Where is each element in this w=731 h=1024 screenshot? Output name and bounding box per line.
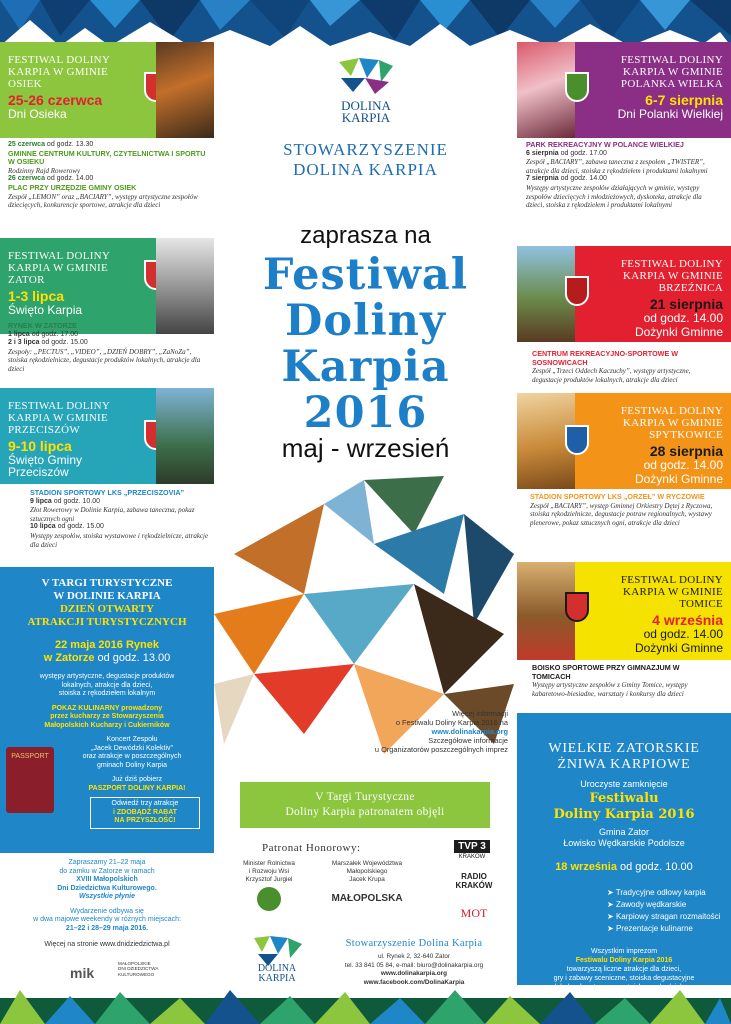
targi-block: V TARGI TURYSTYCZNE W DOLINIE KARPIA DZIEŃ OTWARTY ATRAKCJI TURYSTYCZNYCH 22 maja 2016 Rynek w Zatorze od godz. 13.00 występy artystyczne, degustacje produktów lokalnych, atrakcje dla dzieci, stoiska z rękodziełem lokalnym POKAZ KULINARNY prowadzony przez kucharzy ze Stowarzyszenia Małopolskich Kucharzy i Cukierników Koncert Zespołu „Jacek Dewódzki Kolektiv” oraz atrakcje w poszczególnych gminach Doliny Karpia Już dziś pobierz PASZPORT DOLINY KARPIA! Odwiedź trzy atrakcje i ZDOBĄDŹ RABAT NA PRZYSZŁOŚĆ! PASSPORT Zapraszamy 21–22 maja do zamku w Zatorze w ramach XVIII Małopolskich Dni Dziedzictwa Kulturowego. Wszystkie płynie Wydarzenie odbywa się w dwa majowe weekendy w różnych miejscach: 21–22 i 28–29 maja 2016. Więcej na stronie www.dnidziedzictwa.pl mik MAŁOPOLSKIE DNI DZIEDZICTWA KULTUROWEGO bbox=[0, 567, 214, 985]
footer-organizer: DOLINA KARPIA Stowarzyszenie Dolina Karpia ul. Rynek 2, 32-640 Zator tel. 33 841 05 84, e-mail: biuro@dolinakarpia.org www.dolinakarpia.org www.facebook.com/DolinaKarpia bbox=[214, 934, 517, 1004]
list-item: ➤ Tradycyjne odłowy karpia bbox=[607, 888, 706, 897]
festival-box-spytkowice bbox=[517, 393, 731, 489]
info-polanka: PARK REKREACYJNY W POLANCE WIELKIEJ 6 sierpnia od godz. 17.00 Zespół „BACIARY”, zabawa taneczna z zespołem „TWISTER”, atrakcje dla dzieci, stoiska z rękodziełem i produktami lokalnymi 7 sierpnia od godz. 14.00 Występy artystyczne zespołów działających w gminie, występy zespołów dziecięcych i młodzieżowych, dyskoteka, atrakcje dla dzieci, stoiska z rękodziełem i produktami lokalnymi bbox=[526, 140, 708, 210]
brzeznica-crest-icon bbox=[565, 276, 589, 306]
festival-date: 4 września bbox=[652, 612, 723, 628]
info-brzeznica: CENTRUM REKREACYJNO-SPORTOWE W SOSNOWICACH Zespół „Trzeci Oddech Kaczuchy”, występy artystyczne, degustacje produktów lokalnych, atrakcje dla dzieci bbox=[532, 349, 691, 384]
festival-box-zator bbox=[0, 238, 214, 334]
festival-date: 25-26 czerwca bbox=[8, 92, 103, 108]
festival-box-tomice bbox=[517, 562, 731, 660]
festival-region: FESTIWAL DOLINY KARPIA W GMINIE POLANKA WIELKA bbox=[620, 54, 723, 90]
fish-icon: ➤ bbox=[607, 900, 616, 909]
radio-krakow-logo: RADIO KRAKÓW bbox=[455, 872, 493, 890]
passport-image: PASSPORT bbox=[6, 747, 54, 813]
patronat-banner: V Targi Turystyczne Doliny Karpia patronatem objęli bbox=[240, 782, 490, 828]
festival-region: FESTIWAL DOLINY KARPIA W GMINIE BRZEŹNICA bbox=[620, 258, 723, 294]
patron-minister: Minister Rolnictwa i Rozwoju Wsi Krzysztof Jurgiel bbox=[234, 860, 304, 911]
osiek-photo bbox=[156, 42, 214, 138]
festival-region: FESTIWAL DOLINY KARPIA W GMINIE PRZECISZÓW bbox=[8, 400, 110, 436]
festival-region: FESTIWAL DOLINY KARPIA W GMINIE TOMICE bbox=[620, 574, 723, 610]
organizer-name: STOWARZYSZENIE DOLINA KARPIA bbox=[283, 140, 448, 179]
zator-photo bbox=[156, 238, 214, 334]
festival-date: 9-10 lipca bbox=[8, 438, 72, 454]
zniwa-block: WIELKIE ZATORSKIE ŻNIWA KARPIOWE Uroczyste zamknięcie Festiwalu Doliny Karpia 2016 Gmina Zator Łowisko Wędkarskie Podolsze 18 września od godz. 10.00 ➤ Tradycyjne odłowy karpia ➤ Zawody wędkarskie ➤ Karpiowy stragan rozmaitości ➤ Prezentacje kulinarne Wszystkim imprezom Festiwalu Doliny Karpia 2016 towarzyszą liczne atrakcje dla dzieci, gry i zabawy sceniczne, stoiska degustacyjne lokalnych potraw oraz stoiska z rękodziełem. bbox=[517, 713, 731, 985]
zniwa-list bbox=[607, 887, 731, 935]
list-item: ➤ Karpiowy stragan rozmaitości bbox=[607, 912, 721, 921]
tvp3-logo: TVP 3 KRAKÓW bbox=[452, 836, 492, 860]
festival-time: od godz. 14.00 bbox=[643, 311, 723, 325]
festival-date: 28 sierpnia bbox=[649, 443, 723, 459]
fish-icon: ➤ bbox=[607, 888, 616, 897]
festival-box-polanka bbox=[517, 42, 731, 138]
list-item: ➤ Zawody wędkarskie bbox=[607, 900, 687, 909]
fish-icon: ➤ bbox=[607, 924, 616, 933]
festival-time: od godz. 14.00 bbox=[643, 458, 723, 472]
months: maj - wrzesień bbox=[281, 433, 450, 463]
info-spytkowice: STADION SPORTOWY LKS „ORZEŁ” W RYCZOWIE Zespół „BACIARY”, występ Gminnej Orkiestry Dętej z Ryczowa, stoiska rękodzielnicze, degustacje potraw regionalnych, wystawy plenerowe, pokaz sztucznych ogni, atrakcje dla dzieci bbox=[530, 492, 713, 527]
footer-website-link[interactable]: www.dolinakarpia.org bbox=[380, 970, 448, 977]
mik-logo: mik bbox=[70, 965, 95, 981]
logo-text-2: KARPIA bbox=[341, 110, 391, 125]
festival-region: FESTIWAL DOLINY KARPIA W GMINIE OSIEK bbox=[8, 54, 110, 90]
festival-date: 6-7 sierpnia bbox=[645, 92, 723, 108]
festival-name: Dożynki Gminne bbox=[634, 325, 723, 339]
footer-facebook-link[interactable]: www.facebook.com/DolinaKarpia bbox=[363, 978, 465, 986]
festival-name: Dni Osieka bbox=[8, 107, 67, 121]
invite-text: zaprasza na bbox=[300, 222, 431, 249]
tomice-crest-icon bbox=[565, 592, 589, 622]
festival-name: Dni Polanki Wielkiej bbox=[617, 107, 723, 121]
ministry-emblem-icon bbox=[257, 887, 281, 911]
top-mosaic-border bbox=[0, 0, 731, 46]
malopolska-logo: MAŁOPOLSKA bbox=[331, 893, 403, 905]
info-osiek: 25 czerwca od godz. 13.30 GMINNE CENTRUM KULTURY, CZYTELNICTWA I SPORTU W OSIEKU Rodzinny Rajd Rowerowy 26 czerwca od godz. 14.00 PLAC PRZY URZĘDZIE GMINY OSIEK Zespół „LEMON” oraz „BACIARY”, występy artystyczne zespołów dziecięcych, konkurencje sportowe, atrakcje dla dzieci bbox=[8, 141, 206, 210]
honor-label: Patronat Honorowy: bbox=[262, 842, 361, 854]
festival-date: 1-3 lipca bbox=[8, 288, 65, 304]
info-zator: RYNEK W ZATORZE 1 lipca od godz. 17.00 2 i 3 lipca od godz. 15.00 Zespoły: „PECTUS”, „VIDEO”, „DZIEŃ DOBRY”, „ZaNoZa”, stoiska rękodzielnicze, degustacje produktów lokalnych, atrakcje dla dzieci bbox=[8, 321, 201, 373]
przeciszow-photo bbox=[156, 388, 214, 484]
fish-icon: ➤ bbox=[607, 912, 616, 921]
festival-name: Święto Karpia bbox=[8, 303, 83, 317]
festival-region: FESTIWAL DOLINY KARPIA W GMINIE SPYTKOWICE bbox=[620, 405, 723, 441]
festival-name: Święto Gminy Przeciszów bbox=[8, 453, 83, 479]
mdd-logo: MAŁOPOLSKIE DNI DZIEDZICTWA KULTUROWEGO bbox=[118, 961, 159, 977]
mot-logo: MOT bbox=[460, 906, 488, 920]
festival-title: Festiwal Doliny Karpia 2016 bbox=[262, 250, 469, 438]
polanka-crest-icon bbox=[565, 72, 589, 102]
festival-date: 21 sierpnia bbox=[649, 296, 723, 312]
list-item: ➤ Prezentacje kulinarne bbox=[607, 924, 693, 933]
more-info: Więcej informacji o Festiwalu Doliny Karpia 2016 na www.dolinakarpia.org Szczegółowe informacje u Organizatorów poszczególnych imprez bbox=[274, 709, 508, 754]
info-przeciszow: STADION SPORTOWY LKS „PRZECISZOVIA” 9 lipca od godz. 10.00 Złot Rowerowy w Dolinie Karpia, zabawa taneczna, pokaz sztucznych ogni 10 lipca od godz. 15.00 Występy zespołów, stoiska wystawowe i rękodzielnicze, atrakcje dla dzieci bbox=[30, 488, 209, 549]
festival-name: Dożynki Gminne bbox=[634, 472, 723, 486]
festival-name: Dożynki Gminne bbox=[634, 641, 723, 655]
festival-box-osiek bbox=[0, 42, 214, 138]
festival-time: od godz. 14.00 bbox=[643, 627, 723, 641]
info-tomice: BOISKO SPORTOWE PRZY GIMNAZJUM W TOMICACH Występy artystyczne zespołów z Gminy Tomice, występy kabaretowo-biesiadne, warsztaty i konkursy dla dzieci bbox=[532, 663, 688, 698]
logo-text-1: DOLINA bbox=[341, 98, 391, 113]
patron-marshal: Marszałek Województwa Małopolskiego Jacek Krupa MAŁOPOLSKA bbox=[322, 860, 412, 903]
website-link[interactable]: www.dolinakarpia.org bbox=[431, 727, 508, 736]
festival-box-brzeznica bbox=[517, 246, 731, 342]
festival-box-przeciszow bbox=[0, 388, 214, 484]
festival-region: FESTIWAL DOLINY KARPIA W GMINIE ZATOR bbox=[8, 250, 110, 286]
spytkowice-crest-icon bbox=[565, 425, 589, 455]
more-link[interactable]: Więcej na stronie www.dnidziedzictwa.pl bbox=[44, 941, 170, 948]
